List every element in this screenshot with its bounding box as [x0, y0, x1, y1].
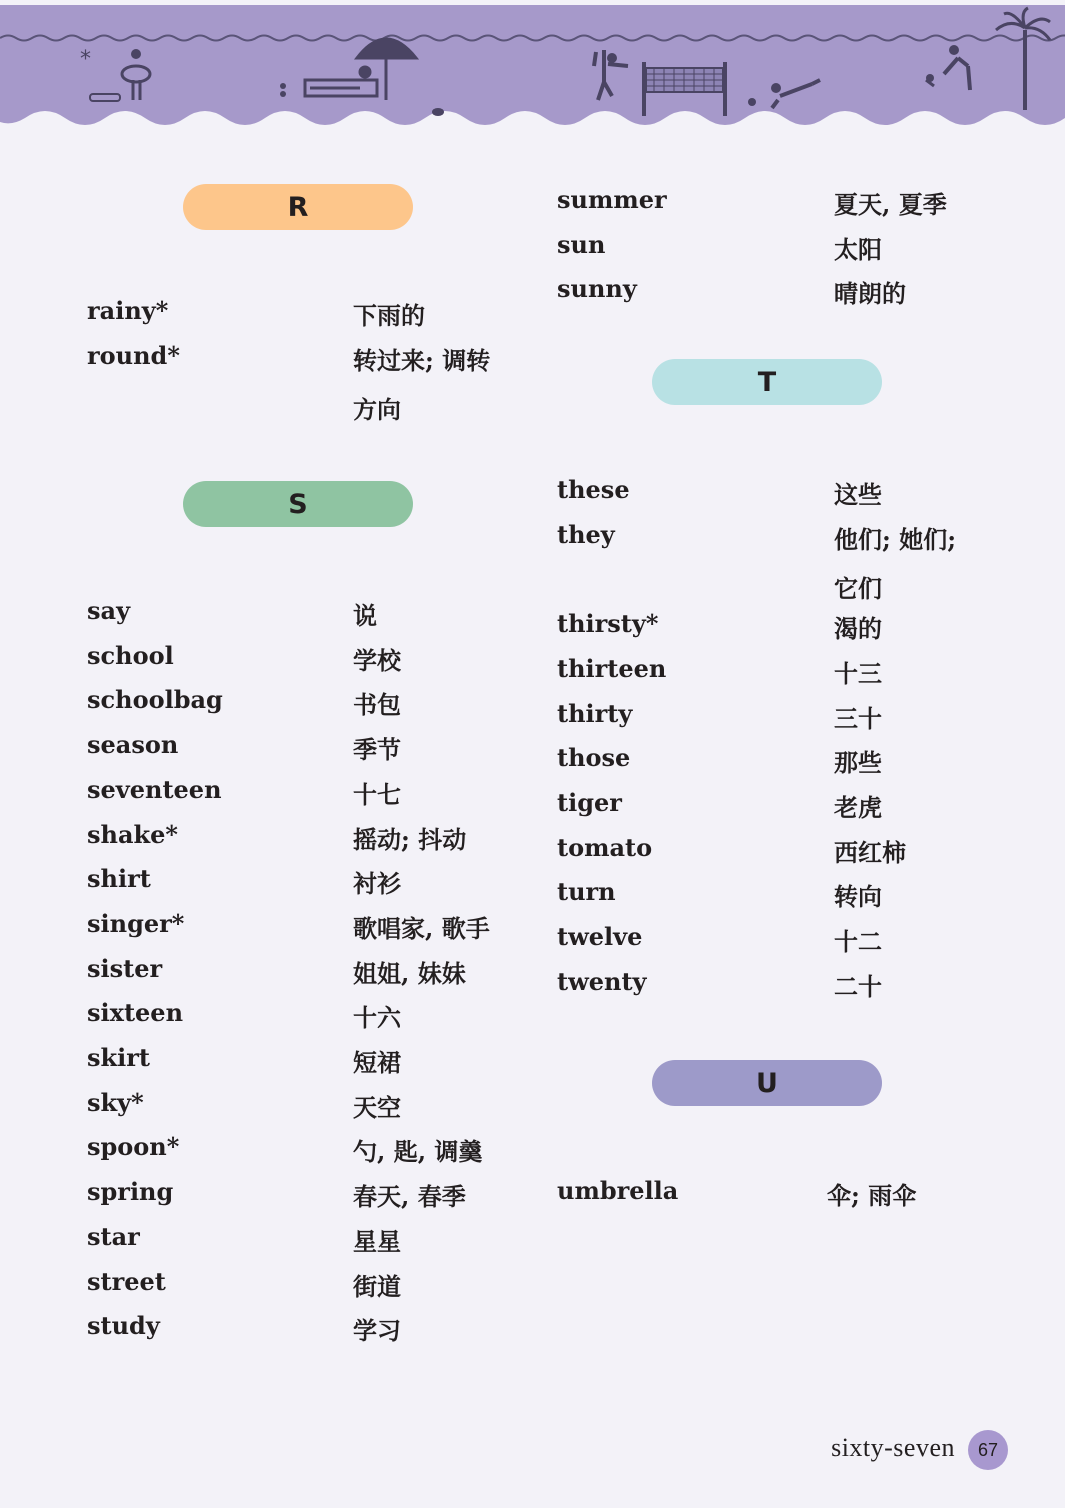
entry-word: rainy* — [87, 296, 169, 325]
section-letter-r: R — [287, 191, 309, 223]
page-number-word: sixty-seven — [831, 1433, 955, 1462]
entry-word: tiger — [557, 787, 622, 817]
entry-word: twenty — [557, 966, 647, 996]
entry-word: sky* — [87, 1087, 144, 1117]
entry-translation — [353, 998, 401, 1033]
entry-translation — [834, 520, 956, 604]
entry-word: twelve — [557, 922, 643, 951]
entry-translation — [353, 1177, 466, 1212]
entry-word: street — [87, 1266, 166, 1296]
entry-translation-line: 这些 — [834, 480, 882, 509]
section-header-t — [652, 359, 882, 405]
entry-translation — [353, 296, 425, 331]
banner-wave-background — [0, 5, 1065, 125]
entry-translation — [834, 967, 882, 1002]
entry-translation-line: 天空 — [353, 1092, 401, 1122]
entry-translation — [834, 788, 882, 823]
entry-word: umbrella — [557, 1176, 679, 1205]
entry-translation-line-2: 方向 — [353, 395, 401, 424]
entry-translation-line: 星星 — [353, 1226, 401, 1256]
entry-translation-line: 渴的 — [834, 614, 882, 644]
entry-translation — [834, 654, 882, 689]
entry-translation-line: 说 — [353, 601, 377, 630]
entry-translation — [353, 820, 466, 855]
entry-word: these — [557, 475, 630, 504]
entry-translation — [834, 185, 947, 220]
entry-translation — [834, 699, 882, 734]
entry-translation — [834, 274, 906, 309]
entry-translation-line-2: 它们 — [834, 573, 882, 603]
entry-translation — [353, 909, 490, 944]
entry-word: sunny — [557, 274, 637, 304]
entry-translation — [353, 954, 466, 989]
entry-translation-line: 三十 — [834, 703, 882, 733]
entry-translation-line: 夏天, 夏季 — [834, 190, 947, 219]
entry-word: thirty — [557, 698, 633, 728]
entry-translation-line: 书包 — [353, 690, 401, 720]
entry-word: spring — [87, 1177, 174, 1207]
entry-word: seventeen — [87, 774, 222, 804]
svg-text:*: * — [80, 47, 91, 72]
page-number: 67 — [977, 1439, 999, 1460]
entry-word: season — [87, 730, 179, 760]
entry-translation — [353, 596, 377, 631]
entry-translation — [834, 877, 882, 912]
entry-word: round* — [87, 341, 180, 370]
entry-word: spoon* — [87, 1132, 180, 1162]
entry-translation — [353, 1132, 482, 1167]
section-letter-s: S — [288, 488, 308, 520]
entry-translation — [353, 341, 490, 425]
entry-word: star — [87, 1221, 140, 1251]
entry-word: sixteen — [87, 998, 184, 1028]
entry-translation — [827, 1176, 916, 1211]
section-letter-t: T — [757, 366, 777, 398]
entry-translation-line: 二十 — [834, 971, 882, 1001]
entry-translation-line: 太阳 — [834, 234, 882, 264]
entry-word: tomato — [557, 832, 653, 862]
entry-translation-line: 勺, 匙, 调羹 — [353, 1137, 483, 1167]
entry-translation — [834, 475, 882, 510]
entry-translation-line: 十三 — [834, 658, 882, 688]
entry-translation — [834, 230, 882, 265]
entry-translation-line: 十六 — [353, 1003, 401, 1033]
entry-translation-line: 晴朗的 — [834, 279, 906, 309]
entry-word: schoolbag — [87, 685, 223, 715]
entry-word: shirt — [87, 864, 151, 894]
entry-translation — [834, 833, 906, 868]
entry-translation — [353, 685, 401, 720]
entry-word: sun — [557, 229, 606, 259]
entry-translation-line: 转向 — [834, 882, 882, 912]
header-banner — [0, 0, 1065, 140]
entry-translation-line: 十二 — [834, 927, 882, 956]
entry-word: skirt — [87, 1043, 150, 1072]
entry-translation-line: 歌唱家, 歌手 — [353, 913, 490, 943]
entry-translation-line: 他们; 她们; — [834, 524, 957, 554]
entry-translation-line: 学校 — [353, 645, 401, 675]
entry-translation — [353, 1222, 401, 1257]
entry-translation-line: 衬衫 — [353, 869, 401, 899]
entry-translation-line: 短裙 — [353, 1048, 401, 1077]
entry-word: school — [87, 640, 174, 670]
entry-word: summer — [557, 185, 667, 214]
entry-translation — [834, 609, 882, 644]
entry-translation-line: 街道 — [353, 1271, 401, 1301]
section-header-u — [652, 1060, 882, 1106]
section-letter-u: U — [756, 1067, 778, 1099]
entry-word: say — [87, 596, 131, 625]
entry-translation-line: 学习 — [353, 1316, 401, 1346]
entry-word: sister — [87, 953, 163, 983]
entry-translation — [353, 1311, 401, 1346]
entry-translation-line: 姐姐, 妹妹 — [353, 958, 466, 988]
entry-translation — [353, 1267, 401, 1302]
entry-word: they — [557, 519, 615, 549]
section-header-s — [183, 481, 413, 527]
entry-translation-line: 西红柿 — [834, 837, 906, 867]
entry-word: study — [87, 1311, 160, 1341]
entry-translation — [353, 641, 401, 676]
entry-translation — [353, 730, 401, 765]
entry-translation-line: 季节 — [353, 735, 401, 765]
entry-translation-line: 伞; 雨伞 — [827, 1181, 917, 1210]
page-number-badge — [968, 1430, 1008, 1470]
entry-translation-line: 摇动; 抖动 — [353, 824, 467, 854]
entry-translation — [353, 1043, 401, 1078]
entry-translation — [834, 922, 882, 957]
entry-translation-line: 春天, 春季 — [353, 1182, 466, 1212]
entry-word: singer* — [87, 908, 185, 938]
entry-word: shake* — [87, 819, 178, 849]
entry-translation — [353, 1088, 401, 1123]
entry-translation-line: 下雨的 — [353, 301, 425, 330]
entry-word: thirsty* — [557, 609, 659, 639]
entry-translation-line: 那些 — [834, 748, 882, 778]
entry-translation — [834, 743, 882, 778]
section-header-r — [183, 184, 413, 230]
entry-word: turn — [557, 877, 616, 907]
entry-translation-line: 转过来; 调转 — [353, 346, 491, 375]
entry-word: thirteen — [557, 653, 667, 683]
entry-translation-line: 老虎 — [834, 792, 882, 822]
entry-translation — [353, 775, 401, 810]
entry-translation — [353, 864, 401, 899]
entry-word: those — [557, 743, 631, 773]
entry-translation-line: 十七 — [353, 779, 401, 809]
